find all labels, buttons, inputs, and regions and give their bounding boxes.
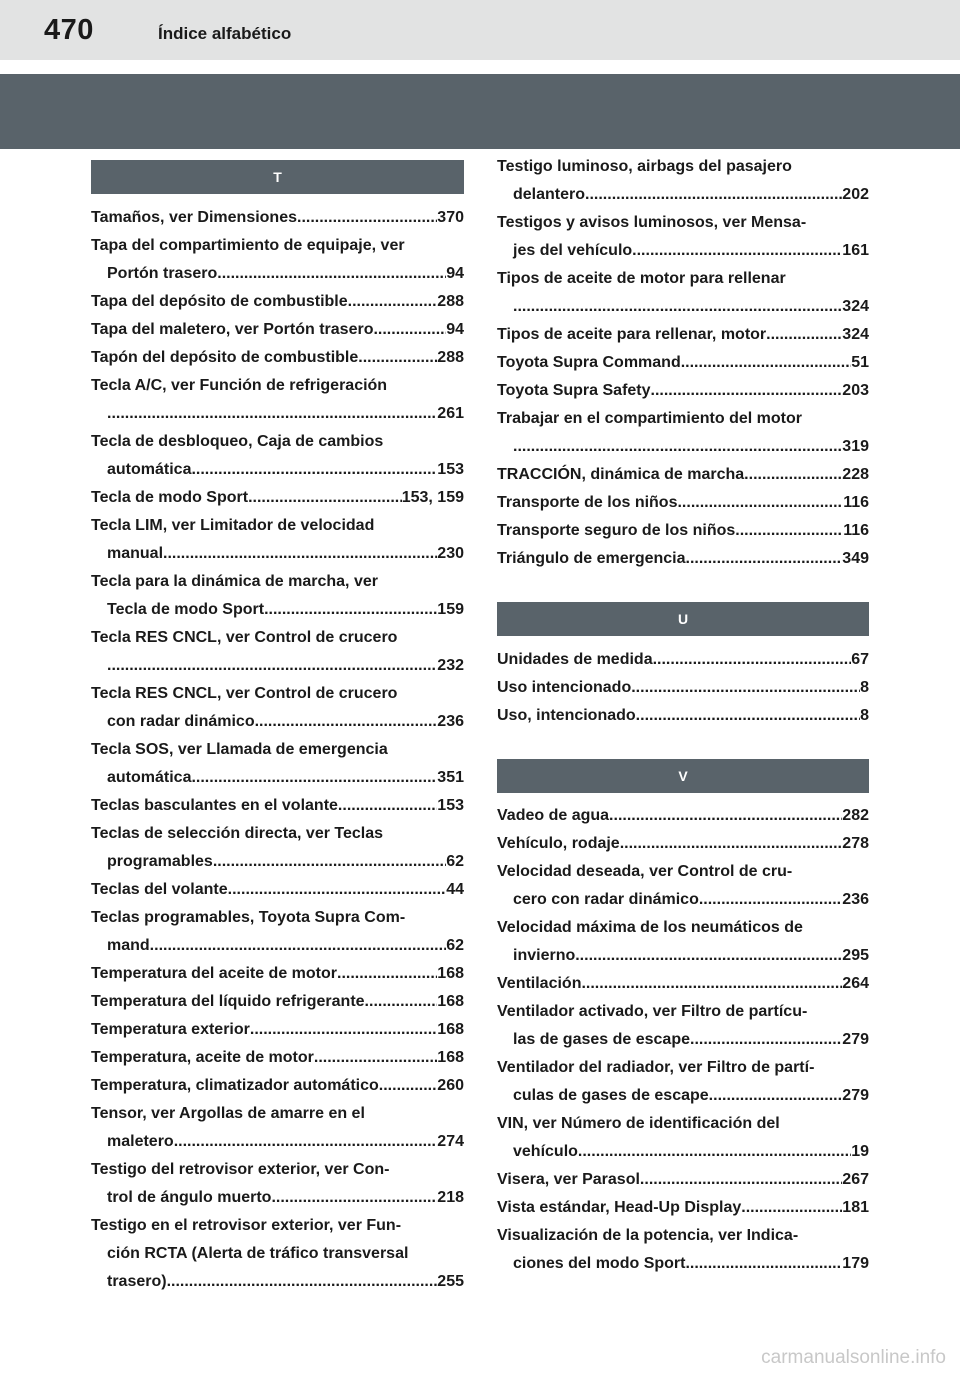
page-reference: 203 xyxy=(842,382,869,399)
index-entry-line: Tipos de aceite de motor para rellenar xyxy=(497,270,786,287)
page-reference: 319 xyxy=(842,438,869,455)
index-entry-leader-line xyxy=(91,484,464,512)
page-reference: 279 xyxy=(842,1087,869,1104)
index-entry-line: Visualización de la potencia, ver Indica- xyxy=(497,1227,799,1244)
dot-leader xyxy=(107,400,437,428)
index-entry-leader-line xyxy=(91,960,464,988)
dot-leader xyxy=(365,988,438,1016)
index-entry xyxy=(91,1156,464,1212)
page-reference: 8 xyxy=(860,679,869,696)
dot-leader xyxy=(314,1044,437,1072)
dot-leader xyxy=(264,596,437,624)
index-entry-leader-line xyxy=(91,988,464,1016)
index-entry-term: Vista estándar, Head-Up Display xyxy=(497,1199,742,1216)
index-entry-leader-line xyxy=(91,764,464,792)
dot-leader xyxy=(348,288,438,316)
index-entry-leader-line xyxy=(497,517,869,545)
index-entry xyxy=(91,1212,464,1296)
index-entry xyxy=(91,820,464,876)
index-entry-term: Tecla de modo Sport xyxy=(91,489,249,506)
index-entry-leader-line xyxy=(91,260,464,288)
page-reference: 62 xyxy=(446,853,464,870)
index-entry-term: trol de ángulo muerto xyxy=(107,1189,272,1206)
dot-leader xyxy=(271,1184,437,1212)
index-entry-leader-line xyxy=(497,1166,869,1194)
page-reference: 370 xyxy=(437,209,464,226)
index-entry-term: Tamaños, ver Dimensiones xyxy=(91,209,297,226)
index-entry-leader-line xyxy=(91,848,464,876)
page-reference: 278 xyxy=(842,835,869,852)
page-reference: 261 xyxy=(437,405,464,422)
index-entry-leader-line xyxy=(91,288,464,316)
index-entry-line: ción RCTA (Alerta de tráfico transversal xyxy=(107,1245,409,1262)
page-reference: 161 xyxy=(842,242,869,259)
index-entry-line: Ventilador del radiador, ver Filtro de partí- xyxy=(497,1059,815,1076)
page-reference: 168 xyxy=(437,1021,464,1038)
index-entry-leader-line xyxy=(91,1016,464,1044)
dot-leader xyxy=(228,876,447,904)
index-entry-leader-line xyxy=(91,596,464,624)
dot-leader xyxy=(163,540,437,568)
page-reference: 181 xyxy=(842,1199,869,1216)
dot-leader xyxy=(631,674,860,702)
index-entry-leader-line xyxy=(91,932,464,960)
index-entry xyxy=(497,153,869,209)
dot-leader xyxy=(653,646,852,674)
index-entry xyxy=(497,489,869,517)
dot-leader xyxy=(213,848,446,876)
index-entry-leader-line xyxy=(497,942,869,970)
index-entry-leader-line xyxy=(91,1072,464,1100)
dot-leader xyxy=(107,652,437,680)
index-entry-term: Tapón del depósito de combustible xyxy=(91,349,359,366)
dot-leader xyxy=(609,802,842,830)
index-entry-term: Unidades de medida xyxy=(497,651,653,668)
index-entry-line: Tecla SOS, ver Llamada de emergencia xyxy=(91,741,388,758)
page-reference: 228 xyxy=(842,466,869,483)
index-entry-line: Tecla de desbloqueo, Caja de cambios xyxy=(91,433,384,450)
index-entry-leader-line xyxy=(91,204,464,232)
index-entry-leader-line xyxy=(91,652,464,680)
index-entry-term: maletero xyxy=(107,1133,174,1150)
page-reference: 168 xyxy=(437,965,464,982)
index-entry-leader-line xyxy=(497,1250,869,1278)
index-entry-leader-line xyxy=(91,1268,464,1296)
page-header-band xyxy=(0,0,960,60)
page-reference: 264 xyxy=(842,975,869,992)
index-entry xyxy=(91,876,464,904)
dot-leader xyxy=(735,517,843,545)
page-reference: 349 xyxy=(842,550,869,567)
index-entry-line: Tecla A/C, ver Función de refrigeración xyxy=(91,377,388,394)
index-entry xyxy=(91,1072,464,1100)
index-entry-leader-line xyxy=(497,349,869,377)
page-reference: 67 xyxy=(851,651,869,668)
index-entry-term: automática xyxy=(107,769,192,786)
index-entry xyxy=(497,461,869,489)
dot-leader xyxy=(513,293,842,321)
page-reference: 351 xyxy=(437,769,464,786)
index-entry-term: automática xyxy=(107,461,192,478)
index-entry-leader-line xyxy=(497,674,869,702)
index-entry xyxy=(91,792,464,820)
dot-leader xyxy=(217,260,446,288)
page-number: 470 xyxy=(44,14,94,46)
index-entry-term: Tipos de aceite para rellenar, motor xyxy=(497,326,767,343)
index-entry-leader-line xyxy=(91,316,464,344)
index-entry-leader-line xyxy=(497,1194,869,1222)
page-reference: 62 xyxy=(446,937,464,954)
index-entry-line: Teclas de selección directa, ver Teclas xyxy=(91,825,384,842)
dot-leader xyxy=(167,1268,438,1296)
index-entry-term: invierno xyxy=(513,947,576,964)
page-reference: 159 xyxy=(437,601,464,618)
page-reference: 116 xyxy=(843,522,869,539)
page-reference: 44 xyxy=(446,881,464,898)
index-entry xyxy=(91,428,464,484)
index-entry-line: Testigos y avisos luminosos, ver Mensa- xyxy=(497,214,807,231)
index-entry-term: manual xyxy=(107,545,164,562)
page-reference: 153 xyxy=(437,461,464,478)
index-entry-term: Ventilación xyxy=(497,975,582,992)
dot-leader xyxy=(373,316,446,344)
index-entry-term: trasero) xyxy=(107,1273,167,1290)
index-entry-leader-line xyxy=(497,181,869,209)
dot-leader xyxy=(250,1016,437,1044)
page-reference: 19 xyxy=(851,1143,869,1160)
dot-leader xyxy=(744,461,842,489)
index-entry xyxy=(91,1100,464,1156)
index-entry-line: Tecla LIM, ver Limitador de velocidad xyxy=(91,517,375,534)
page-reference: 255 xyxy=(437,1273,464,1290)
index-entry xyxy=(91,288,464,316)
index-entry-term: jes del vehículo xyxy=(513,242,633,259)
index-entry-term: Toyota Supra Safety xyxy=(497,382,651,399)
page-reference: 230 xyxy=(437,545,464,562)
page-reference: 324 xyxy=(842,298,869,315)
index-entry xyxy=(497,858,869,914)
index-entry xyxy=(497,1166,869,1194)
page-reference: 274 xyxy=(437,1133,464,1150)
page-reference: 295 xyxy=(842,947,869,964)
section-title: Índice alfabético xyxy=(158,24,292,43)
index-entry-term: Portón trasero xyxy=(107,265,218,282)
index-entry-leader-line xyxy=(91,1184,464,1212)
index-entry-term: Vadeo de agua xyxy=(497,807,610,824)
dot-leader xyxy=(686,545,843,573)
index-entry-leader-line xyxy=(497,802,869,830)
index-entry-leader-line xyxy=(91,1044,464,1072)
page-reference: 168 xyxy=(437,1049,464,1066)
index-entry-leader-line xyxy=(497,293,869,321)
page-reference: 232 xyxy=(437,657,464,674)
index-entry xyxy=(497,377,869,405)
dot-leader xyxy=(338,792,437,820)
index-entry-leader-line xyxy=(497,545,869,573)
index-entry-line: Tecla RES CNCL, ver Control de crucero xyxy=(91,629,398,646)
index-entry-line: Testigo luminoso, airbags del pasajero xyxy=(497,158,792,175)
page-reference: 8 xyxy=(860,707,869,724)
index-entry xyxy=(497,209,869,265)
dot-leader xyxy=(578,1138,851,1166)
dot-leader xyxy=(741,1194,842,1222)
dot-leader xyxy=(174,1128,438,1156)
index-entry xyxy=(497,1110,869,1166)
index-entry-leader-line xyxy=(497,1138,869,1166)
index-entry-term: Transporte de los niños xyxy=(497,494,678,511)
dot-leader xyxy=(620,830,843,858)
index-entry-term: TRACCIÓN, dinámica de marcha xyxy=(497,466,745,483)
dot-leader xyxy=(191,456,437,484)
index-entry-leader-line xyxy=(497,702,869,730)
index-entry-term: Teclas del volante xyxy=(91,881,228,898)
page-reference: 179 xyxy=(842,1255,869,1272)
index-entry-term: Temperatura del aceite de motor xyxy=(91,965,337,982)
index-entry-leader-line xyxy=(497,489,869,517)
index-entry-line: Tapa del compartimiento de equipaje, ver xyxy=(91,237,405,254)
index-entry xyxy=(497,545,869,573)
dot-leader xyxy=(681,349,851,377)
index-entry xyxy=(497,321,869,349)
index-entry xyxy=(91,316,464,344)
index-entry xyxy=(497,265,869,321)
index-entry xyxy=(497,405,869,461)
dot-leader xyxy=(636,702,860,730)
page-reference: 260 xyxy=(437,1077,464,1094)
index-entry-term: programables xyxy=(107,853,213,870)
index-entry xyxy=(497,970,869,998)
page-reference: 324 xyxy=(842,326,869,343)
index-entry-leader-line xyxy=(91,792,464,820)
index-entry-term: con radar dinámico xyxy=(107,713,255,730)
index-entry-term: Temperatura, aceite de motor xyxy=(91,1049,314,1066)
index-entries xyxy=(497,802,869,1278)
index-entry-line: Teclas programables, Toyota Supra Com- xyxy=(91,909,406,926)
index-entry-line: Tecla para la dinámica de marcha, ver xyxy=(91,573,378,590)
page-reference: 218 xyxy=(437,1189,464,1206)
dot-leader xyxy=(191,764,437,792)
index-entry-leader-line xyxy=(497,461,869,489)
page-reference: 236 xyxy=(437,713,464,730)
letter-header: V xyxy=(497,759,869,793)
page-reference: 288 xyxy=(437,293,464,310)
index-entry xyxy=(91,372,464,428)
dot-leader xyxy=(358,344,437,372)
index-entry xyxy=(91,904,464,960)
watermark: carmanualsonline.info xyxy=(761,1347,946,1368)
index-entry-term: vehículo xyxy=(513,1143,578,1160)
index-entry-term: Visera, ver Parasol xyxy=(497,1171,640,1188)
index-entry xyxy=(91,344,464,372)
index-entry xyxy=(91,736,464,792)
dot-leader xyxy=(685,1250,842,1278)
index-entry-leader-line xyxy=(497,433,869,461)
dot-leader xyxy=(632,237,842,265)
index-entry xyxy=(497,1054,869,1110)
index-entry xyxy=(497,702,869,730)
index-entry xyxy=(497,646,869,674)
index-entry-leader-line xyxy=(497,1026,869,1054)
index-entry xyxy=(497,998,869,1054)
index-entry-leader-line xyxy=(497,321,869,349)
index-entry-leader-line xyxy=(497,1082,869,1110)
index-entry xyxy=(497,349,869,377)
index-entry-term: Temperatura exterior xyxy=(91,1021,250,1038)
dot-leader xyxy=(248,484,402,512)
index-entry-term: delantero xyxy=(513,186,586,203)
index-entry-term: Vehículo, rodaje xyxy=(497,835,620,852)
index-entry-term: Tapa del maletero, ver Portón trasero xyxy=(91,321,374,338)
dot-leader xyxy=(651,377,843,405)
index-entry xyxy=(91,204,464,232)
index-entry xyxy=(497,914,869,970)
index-entry xyxy=(497,802,869,830)
dot-leader xyxy=(766,321,842,349)
page-reference: 168 xyxy=(437,993,464,1010)
index-entry xyxy=(91,568,464,624)
dot-leader xyxy=(640,1166,842,1194)
dot-leader xyxy=(581,970,842,998)
dot-leader xyxy=(585,181,842,209)
index-entries xyxy=(497,153,869,573)
page-reference: 279 xyxy=(842,1031,869,1048)
dot-leader xyxy=(297,204,437,232)
header-decor-band xyxy=(0,74,960,149)
index-entry-leader-line xyxy=(91,876,464,904)
page-reference: 153 xyxy=(437,797,464,814)
page-reference: 288 xyxy=(437,349,464,366)
letter-header: T xyxy=(91,160,464,194)
index-entry-term: Uso, intencionado xyxy=(497,707,636,724)
index-entry-line: VIN, ver Número de identificación del xyxy=(497,1115,780,1132)
page-reference: 282 xyxy=(842,807,869,824)
page-reference: 153, 159 xyxy=(401,489,464,506)
index-entry-leader-line xyxy=(91,456,464,484)
index-entry-term: culas de gases de escape xyxy=(513,1087,709,1104)
index-entry xyxy=(91,1016,464,1044)
index-entry-term: Temperatura del líquido refrigerante xyxy=(91,993,365,1010)
dot-leader xyxy=(337,960,437,988)
index-entry-term: cero con radar dinámico xyxy=(513,891,699,908)
page-reference: 116 xyxy=(843,494,869,511)
index-entry-line: Testigo del retrovisor exterior, ver Con- xyxy=(91,1161,390,1178)
index-entry-term: Temperatura, climatizador automático xyxy=(91,1077,379,1094)
index-entry-line: Tecla RES CNCL, ver Control de crucero xyxy=(91,685,398,702)
page-reference: 94 xyxy=(446,321,464,338)
page-reference: 267 xyxy=(842,1171,869,1188)
index-entry-term: Uso intencionado xyxy=(497,679,632,696)
index-entry-line: Tensor, ver Argollas de amarre en el xyxy=(91,1105,365,1122)
letter-header: U xyxy=(497,602,869,636)
index-entry xyxy=(497,1194,869,1222)
dot-leader xyxy=(575,942,842,970)
index-entry-leader-line xyxy=(91,540,464,568)
index-entry-leader-line xyxy=(497,646,869,674)
index-entry-term: Tecla de modo Sport xyxy=(107,601,265,618)
index-entry-leader-line xyxy=(91,400,464,428)
dot-leader xyxy=(513,433,842,461)
index-entry xyxy=(91,1044,464,1072)
page-reference: 236 xyxy=(842,891,869,908)
index-entry xyxy=(91,512,464,568)
index-entry xyxy=(497,830,869,858)
index-entry-leader-line xyxy=(497,237,869,265)
index-entry-leader-line xyxy=(497,377,869,405)
page-reference: 94 xyxy=(446,265,464,282)
index-entry-term: mand xyxy=(107,937,150,954)
index-entry xyxy=(497,517,869,545)
index-entry-leader-line xyxy=(91,708,464,736)
index-entry-term: las de gases de escape xyxy=(513,1031,690,1048)
dot-leader xyxy=(709,1082,843,1110)
index-entry-term: Triángulo de emergencia xyxy=(497,550,686,567)
index-entry xyxy=(91,960,464,988)
index-entry-term: Toyota Supra Command xyxy=(497,354,681,371)
page-reference: 202 xyxy=(842,186,869,203)
index-entry-leader-line xyxy=(91,344,464,372)
index-entry-term: Tapa del depósito de combustible xyxy=(91,293,348,310)
index-entry xyxy=(91,624,464,680)
index-entry xyxy=(497,674,869,702)
index-entry-leader-line xyxy=(497,886,869,914)
index-entry-term: Teclas basculantes en el volante xyxy=(91,797,338,814)
dot-leader xyxy=(379,1072,438,1100)
dot-leader xyxy=(677,489,843,517)
index-entry xyxy=(91,988,464,1016)
page-reference: 51 xyxy=(851,354,869,371)
index-entries xyxy=(497,646,869,730)
dot-leader xyxy=(255,708,438,736)
index-entry-leader-line xyxy=(91,1128,464,1156)
index-entry-leader-line xyxy=(497,830,869,858)
dot-leader xyxy=(699,886,842,914)
index-entries xyxy=(91,204,464,1296)
dot-leader xyxy=(150,932,447,960)
index-entry-term: Transporte seguro de los niños xyxy=(497,522,736,539)
index-entry xyxy=(497,1222,869,1278)
index-entry-line: Ventilador activado, ver Filtro de partícu- xyxy=(497,1003,808,1020)
index-entry-leader-line xyxy=(497,970,869,998)
index-entry xyxy=(91,484,464,512)
index-entry xyxy=(91,680,464,736)
index-entry xyxy=(91,232,464,288)
index-entry-line: Testigo en el retrovisor exterior, ver Fun- xyxy=(91,1217,402,1234)
dot-leader xyxy=(690,1026,842,1054)
index-entry-line: Trabajar en el compartimiento del motor xyxy=(497,410,802,427)
index-entry-term: ciones del modo Sport xyxy=(513,1255,686,1272)
index-entry-line: Velocidad deseada, ver Control de cru- xyxy=(497,863,793,880)
index-entry-line: Velocidad máxima de los neumáticos de xyxy=(497,919,803,936)
